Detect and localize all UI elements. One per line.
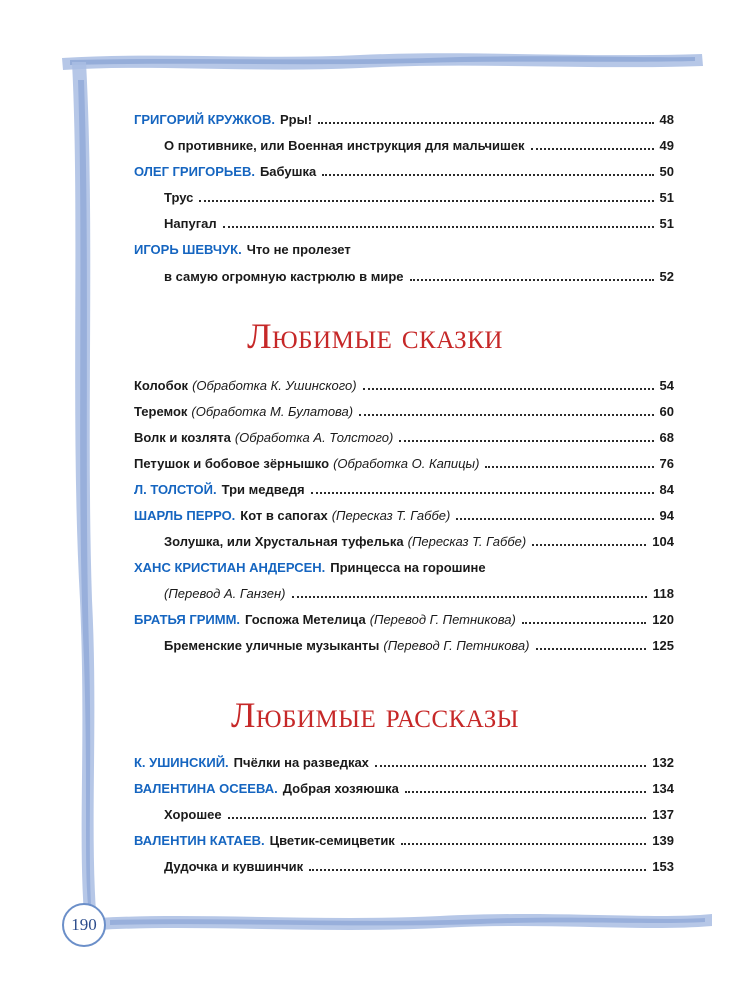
toc-page-number: 51 — [659, 190, 674, 205]
toc-author: БРАТЬЯ ГРИММ. — [134, 612, 241, 627]
toc-entry — [164, 630, 674, 652]
toc-title: Что не пролезет — [246, 242, 351, 257]
toc-page-number: 84 — [659, 482, 674, 497]
toc-entry — [134, 448, 674, 470]
toc-note: (Пересказ Т. Габбе) — [407, 534, 527, 549]
toc-dot-leader — [532, 544, 646, 546]
toc-note: (Обработка О. Капицы) — [333, 456, 480, 471]
toc-entry — [134, 234, 674, 256]
toc-dot-leader — [223, 226, 654, 228]
toc-entry — [164, 130, 674, 152]
toc-page-number: 134 — [652, 781, 674, 796]
toc-dot-leader — [401, 843, 646, 845]
toc-title: Пчёлки на разведках — [233, 755, 369, 770]
toc-title: Бременские уличные музыканты — [164, 638, 380, 653]
toc-page-number: 120 — [652, 612, 674, 627]
toc-note: (Перевод Г. Петникова) — [383, 638, 530, 653]
toc-dot-leader — [311, 492, 654, 494]
toc-entry — [134, 604, 674, 626]
toc-dot-leader — [456, 518, 653, 520]
toc-title: Рры! — [279, 112, 313, 127]
toc-title: Дудочка и кувшинчик — [164, 859, 304, 874]
toc-author: ГРИГОРИЙ КРУЖКОВ. — [134, 112, 275, 127]
toc-dot-leader — [410, 279, 654, 281]
toc-page-number: 153 — [652, 859, 674, 874]
toc-entry — [164, 578, 674, 600]
toc-title: Теремок — [134, 404, 188, 419]
toc-entry — [134, 500, 674, 522]
toc-entry — [134, 370, 674, 392]
toc-page-number: 104 — [652, 534, 674, 549]
toc-author: ХАНС КРИСТИАН АНДЕРСЕН. — [134, 560, 326, 575]
toc-author: ВАЛЕНТИНА ОСЕЕВА. — [134, 781, 278, 796]
toc-title: Колобок — [134, 378, 189, 393]
toc-entry — [164, 182, 674, 204]
toc-page-number: 76 — [659, 456, 674, 471]
toc-page-number: 125 — [652, 638, 674, 653]
toc-entry — [134, 422, 674, 444]
toc-note: (Пересказ Т. Габбе) — [331, 508, 451, 523]
toc-dot-leader — [399, 440, 653, 442]
toc-title: Золушка, или Хрустальная туфелька — [164, 534, 404, 549]
toc-title: Госпожа Метелица — [245, 612, 366, 627]
toc-author: К. УШИНСКИЙ. — [134, 755, 229, 770]
toc-entry — [134, 773, 674, 795]
toc-entry — [134, 552, 674, 574]
toc-dot-leader — [199, 200, 653, 202]
toc-entry — [164, 526, 674, 548]
toc-page-number: 94 — [659, 508, 674, 523]
toc-dot-leader — [522, 622, 646, 624]
toc-author: Л. ТОЛСТОЙ. — [134, 482, 217, 497]
toc-page-number: 68 — [659, 430, 674, 445]
toc-dot-leader — [531, 148, 654, 150]
toc-note: (Перевод Г. Петникова) — [369, 612, 516, 627]
toc-dot-leader — [375, 765, 646, 767]
toc-dot-leader — [322, 174, 653, 176]
toc-page-number: 132 — [652, 755, 674, 770]
toc-dot-leader — [363, 388, 654, 390]
toc-title: Хорошее — [164, 807, 222, 822]
toc-entry — [134, 156, 674, 178]
toc-dot-leader — [359, 414, 653, 416]
toc-title: Бабушка — [259, 164, 317, 179]
section-heading: Любимые сказки — [247, 316, 503, 356]
toc-page-number: 48 — [659, 112, 674, 127]
toc-dot-leader — [228, 817, 647, 819]
toc-page-number: 60 — [659, 404, 674, 419]
toc-title: Три медведя — [221, 482, 305, 497]
toc-title: Кот в сапогах — [240, 508, 328, 523]
toc-note: (Перевод А. Ганзен) — [164, 586, 286, 601]
toc-entry — [164, 799, 674, 821]
toc-entry — [134, 747, 674, 769]
toc-title: Петушок и бобовое зёрнышко — [134, 456, 330, 471]
toc-entry — [134, 825, 674, 847]
page-number: 190 — [71, 915, 97, 934]
toc-entry — [134, 396, 674, 418]
toc-page-number: 52 — [659, 269, 674, 284]
toc-page-number: 139 — [652, 833, 674, 848]
toc-dot-leader — [292, 596, 648, 598]
toc-page-number: 137 — [652, 807, 674, 822]
toc-title: в самую огромную кастрюлю в мире — [164, 269, 404, 284]
toc-title: Принцесса на горошине — [330, 560, 486, 575]
toc-page-number: 49 — [659, 138, 674, 153]
toc-note: (Обработка К. Ушинского) — [192, 378, 357, 393]
toc-page-number: 118 — [653, 586, 674, 601]
toc-dot-leader — [485, 466, 653, 468]
page-number-badge — [62, 903, 106, 947]
toc-title: Волк и козлята — [134, 430, 231, 445]
toc-author: ВАЛЕНТИН КАТАЕВ. — [134, 833, 265, 848]
toc-title: Напугал — [164, 216, 217, 231]
toc-dot-leader — [309, 869, 646, 871]
toc-page-number: 51 — [659, 216, 674, 231]
toc-title: Цветик-семицветик — [269, 833, 395, 848]
section-heading: Любимые рассказы — [230, 695, 520, 735]
toc-note: (Обработка М. Булатова) — [191, 404, 354, 419]
toc-entry — [164, 208, 674, 230]
toc-page-number: 50 — [659, 164, 674, 179]
toc-author: ОЛЕГ ГРИГОРЬЕВ. — [134, 164, 255, 179]
toc-dot-leader — [318, 122, 654, 124]
toc-dot-leader — [405, 791, 646, 793]
toc-note: (Обработка А. Толстого) — [234, 430, 394, 445]
toc-entry — [134, 474, 674, 496]
toc-entry — [164, 851, 674, 873]
toc-author: ШАРЛЬ ПЕРРО. — [134, 508, 236, 523]
toc-dot-leader — [536, 648, 647, 650]
toc-author: ИГОРЬ ШЕВЧУК. — [134, 242, 242, 257]
toc-title: О противнике, или Военная инструкция для мальчишек — [164, 138, 525, 153]
toc-entry — [164, 261, 674, 283]
toc-title: Добрая хозяюшка — [282, 781, 399, 796]
toc-title: Трус — [164, 190, 194, 205]
toc-page-number: 54 — [659, 378, 674, 393]
toc-entry — [134, 104, 674, 126]
